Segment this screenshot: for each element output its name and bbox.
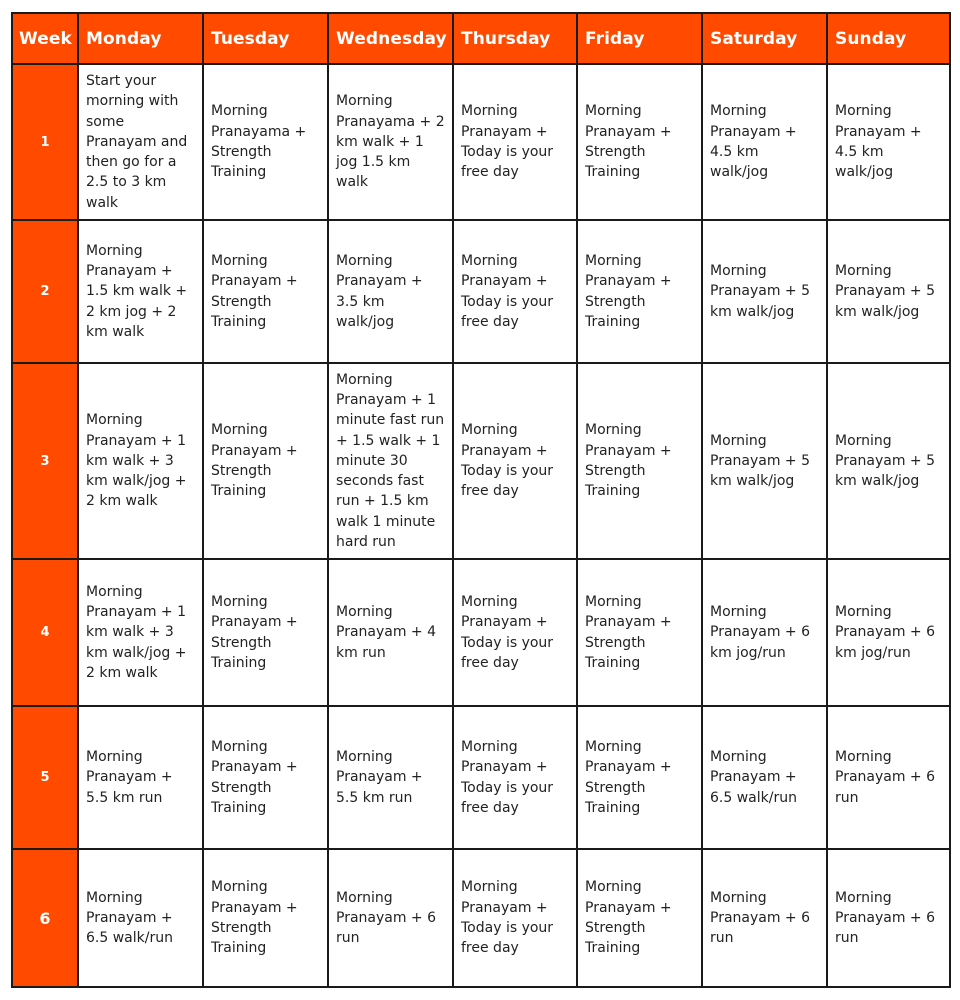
cell-saturday: Morning Pranayam + 5 km walk/jog	[702, 363, 827, 559]
header-wednesday: Wednesday	[328, 13, 453, 64]
cell-sunday: Morning Pranayam + 6 run	[827, 849, 950, 987]
table-row	[12, 849, 950, 987]
cell-monday: Morning Pranayam + 6.5 walk/run	[78, 849, 203, 987]
header-saturday: Saturday	[702, 13, 827, 64]
header-monday: Monday	[78, 13, 203, 64]
week-number: 6	[12, 849, 78, 987]
cell-saturday: Morning Pranayam + 6 km jog/run	[702, 559, 827, 706]
cell-monday: Morning Pranayam + 1.5 km walk + 2 km jog + 2 km walk	[78, 220, 203, 363]
cell-wednesday: Morning Pranayam + 6 run	[328, 849, 453, 987]
cell-thursday: Morning Pranayam + Today is your free day	[453, 706, 577, 849]
cell-sunday: Morning Pranayam + 6 km jog/run	[827, 559, 950, 706]
cell-tuesday: Morning Pranayama + Strength Training	[203, 64, 328, 220]
table-row	[12, 363, 950, 559]
cell-monday: Morning Pranayam + 1 km walk + 3 km walk/jog + 2 km walk	[78, 559, 203, 706]
week-number: 4	[12, 559, 78, 706]
table-row	[12, 220, 950, 363]
week-number: 5	[12, 706, 78, 849]
cell-tuesday: Morning Pranayam + Strength Training	[203, 559, 328, 706]
cell-saturday: Morning Pranayam + 6 run	[702, 849, 827, 987]
week-number: 3	[12, 363, 78, 559]
cell-thursday: Morning Pranayam + Today is your free day	[453, 363, 577, 559]
cell-friday: Morning Pranayam + Strength Training	[577, 363, 702, 559]
week-number: 2	[12, 220, 78, 363]
table-row	[12, 706, 950, 849]
cell-saturday: Morning Pranayam + 6.5 walk/run	[702, 706, 827, 849]
cell-monday: Start your morning with some Pranayam and then go for a 2.5 to 3 km walk	[78, 64, 203, 220]
table-row	[12, 64, 950, 220]
cell-thursday: Morning Pranayam + Today is your free day	[453, 220, 577, 363]
cell-friday: Morning Pranayam + Strength Training	[577, 220, 702, 363]
cell-tuesday: Morning Pranayam + Strength Training	[203, 363, 328, 559]
week-number: 1	[12, 64, 78, 220]
cell-sunday: Morning Pranayam + 5 km walk/jog	[827, 363, 950, 559]
cell-wednesday: Morning Pranayama + 2 km walk + 1 jog 1.5 km walk	[328, 64, 453, 220]
cell-sunday: Morning Pranayam + 4.5 km walk/jog	[827, 64, 950, 220]
cell-sunday: Morning Pranayam + 5 km walk/jog	[827, 220, 950, 363]
cell-wednesday: Morning Pranayam + 4 km run	[328, 559, 453, 706]
cell-tuesday: Morning Pranayam + Strength Training	[203, 220, 328, 363]
cell-friday: Morning Pranayam + Strength Training	[577, 559, 702, 706]
cell-sunday: Morning Pranayam + 6 run	[827, 706, 950, 849]
cell-thursday: Morning Pranayam + Today is your free day	[453, 849, 577, 987]
header-tuesday: Tuesday	[203, 13, 328, 64]
header-week: Week	[12, 13, 78, 64]
cell-tuesday: Morning Pranayam + Strength Training	[203, 849, 328, 987]
header-sunday: Sunday	[827, 13, 950, 64]
header-row	[12, 13, 950, 64]
cell-wednesday: Morning Pranayam + 3.5 km walk/jog	[328, 220, 453, 363]
cell-monday: Morning Pranayam + 5.5 km run	[78, 706, 203, 849]
cell-wednesday: Morning Pranayam + 5.5 km run	[328, 706, 453, 849]
table-row	[12, 559, 950, 706]
cell-thursday: Morning Pranayam + Today is your free day	[453, 64, 577, 220]
header-friday: Friday	[577, 13, 702, 64]
cell-thursday: Morning Pranayam + Today is your free day	[453, 559, 577, 706]
cell-monday: Morning Pranayam + 1 km walk + 3 km walk/jog + 2 km walk	[78, 363, 203, 559]
cell-saturday: Morning Pranayam + 5 km walk/jog	[702, 220, 827, 363]
cell-friday: Morning Pranayam + Strength Training	[577, 849, 702, 987]
cell-friday: Morning Pranayam + Strength Training	[577, 706, 702, 849]
weekly-workout-plan-table	[11, 12, 951, 988]
cell-saturday: Morning Pranayam + 4.5 km walk/jog	[702, 64, 827, 220]
cell-friday: Morning Pranayam + Strength Training	[577, 64, 702, 220]
cell-wednesday: Morning Pranayam + 1 minute fast run + 1.5 walk + 1 minute 30 seconds fast run + 1.5 km walk 1 minute hard run	[328, 363, 453, 559]
header-thursday: Thursday	[453, 13, 577, 64]
cell-tuesday: Morning Pranayam + Strength Training	[203, 706, 328, 849]
